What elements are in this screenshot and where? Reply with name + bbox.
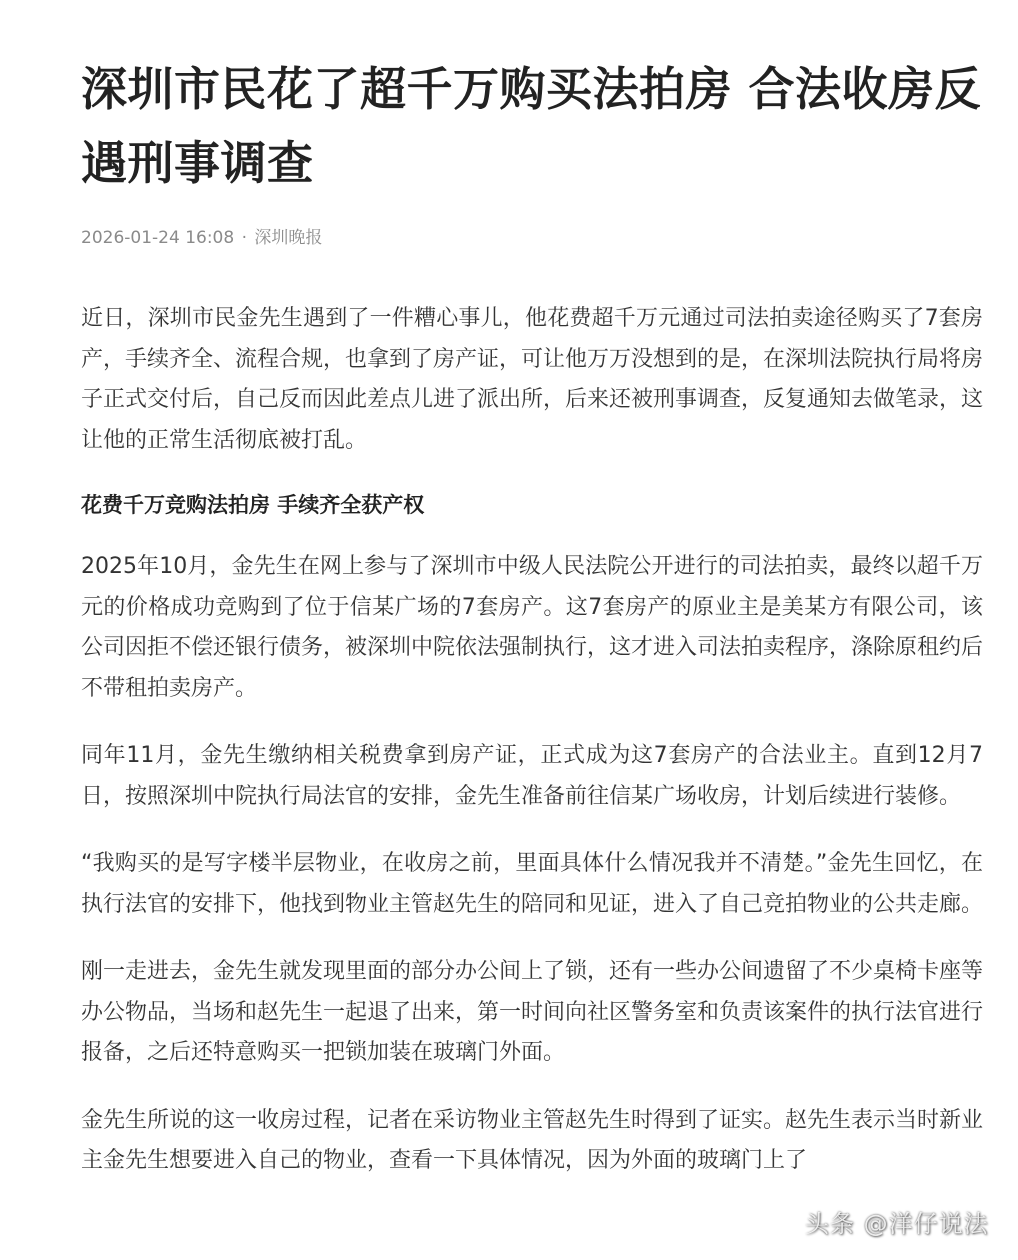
article [81, 52, 983, 1182]
paragraph-2: 2025年10月，金先生在网上参与了深圳市中级人民法院公开进行的司法拍卖，最终以超千万元的价格成功竞购到了位于信某广场的7套房产。这7套房产的原业主是美某方有限公司，该公司因拒不偿还银行债务，被深圳中院依法强制执行，这才进入司法拍卖程序，涤除原租约后不带租拍卖房产。 [81, 554, 984, 701]
paragraph-4: “我购买的是写字楼半层物业，在收房之前，里面具体什么情况我并不清楚。”金先生回忆，在执行法官的安排下，他找到物业主管赵先生的陪同和见证，进入了自己竞拍物业的公共走廊。 [81, 851, 984, 917]
paragraph-5: 刚一走进去，金先生就发现里面的部分办公间上了锁，还有一些办公间遗留了不少桌椅卡座等办公物品，当场和赵先生一起退了出来，第一时间向社区警务室和负责该案件的执行法官进行报备，之后还特意购买一把锁加装在玻璃门外面。 [81, 959, 984, 1065]
paragraph-1: 近日，深圳市民金先生遇到了一件糟心事儿，他花费超千万元通过司法拍卖途径购买了7套房产，手续齐全、流程合规，也拿到了房产证，可让他万万没想到的是，在深圳法院执行局将房子正式交付后，自己反而因此差点儿进了派出所，后来还被刑事调查，反复通知去做笔录，这让他的正常生活彻底被打乱。 [81, 306, 984, 453]
article-meta [81, 226, 983, 250]
publish-date: 2026-01-24 16:08 [81, 228, 235, 248]
paragraph-6: 金先生所说的这一收房过程，记者在采访物业主管赵先生时得到了证实。赵先生表示当时新业主金先生想要进入自己的物业，查看一下具体情况，因为外面的玻璃门上了 [81, 1107, 984, 1173]
paragraph-3: 同年11月，金先生缴纳相关税费拿到房产证，正式成为这7套房产的合法业主。直到12月7日，按照深圳中院执行局法官的安排，金先生准备前往信某广场收房，计划后续进行装修。 [81, 743, 983, 809]
section-subheading: 花费千万竞购法拍房 手续齐全获产权 [81, 493, 425, 517]
article-title: 深圳市民花了超千万购买法拍房 合法收房反遇刑事调查 [81, 62, 982, 190]
source-name[interactable]: 深圳晚报 [254, 228, 323, 248]
meta-separator: · [241, 228, 248, 248]
watermark: 头条 @洋仔说法 [805, 1210, 989, 1238]
